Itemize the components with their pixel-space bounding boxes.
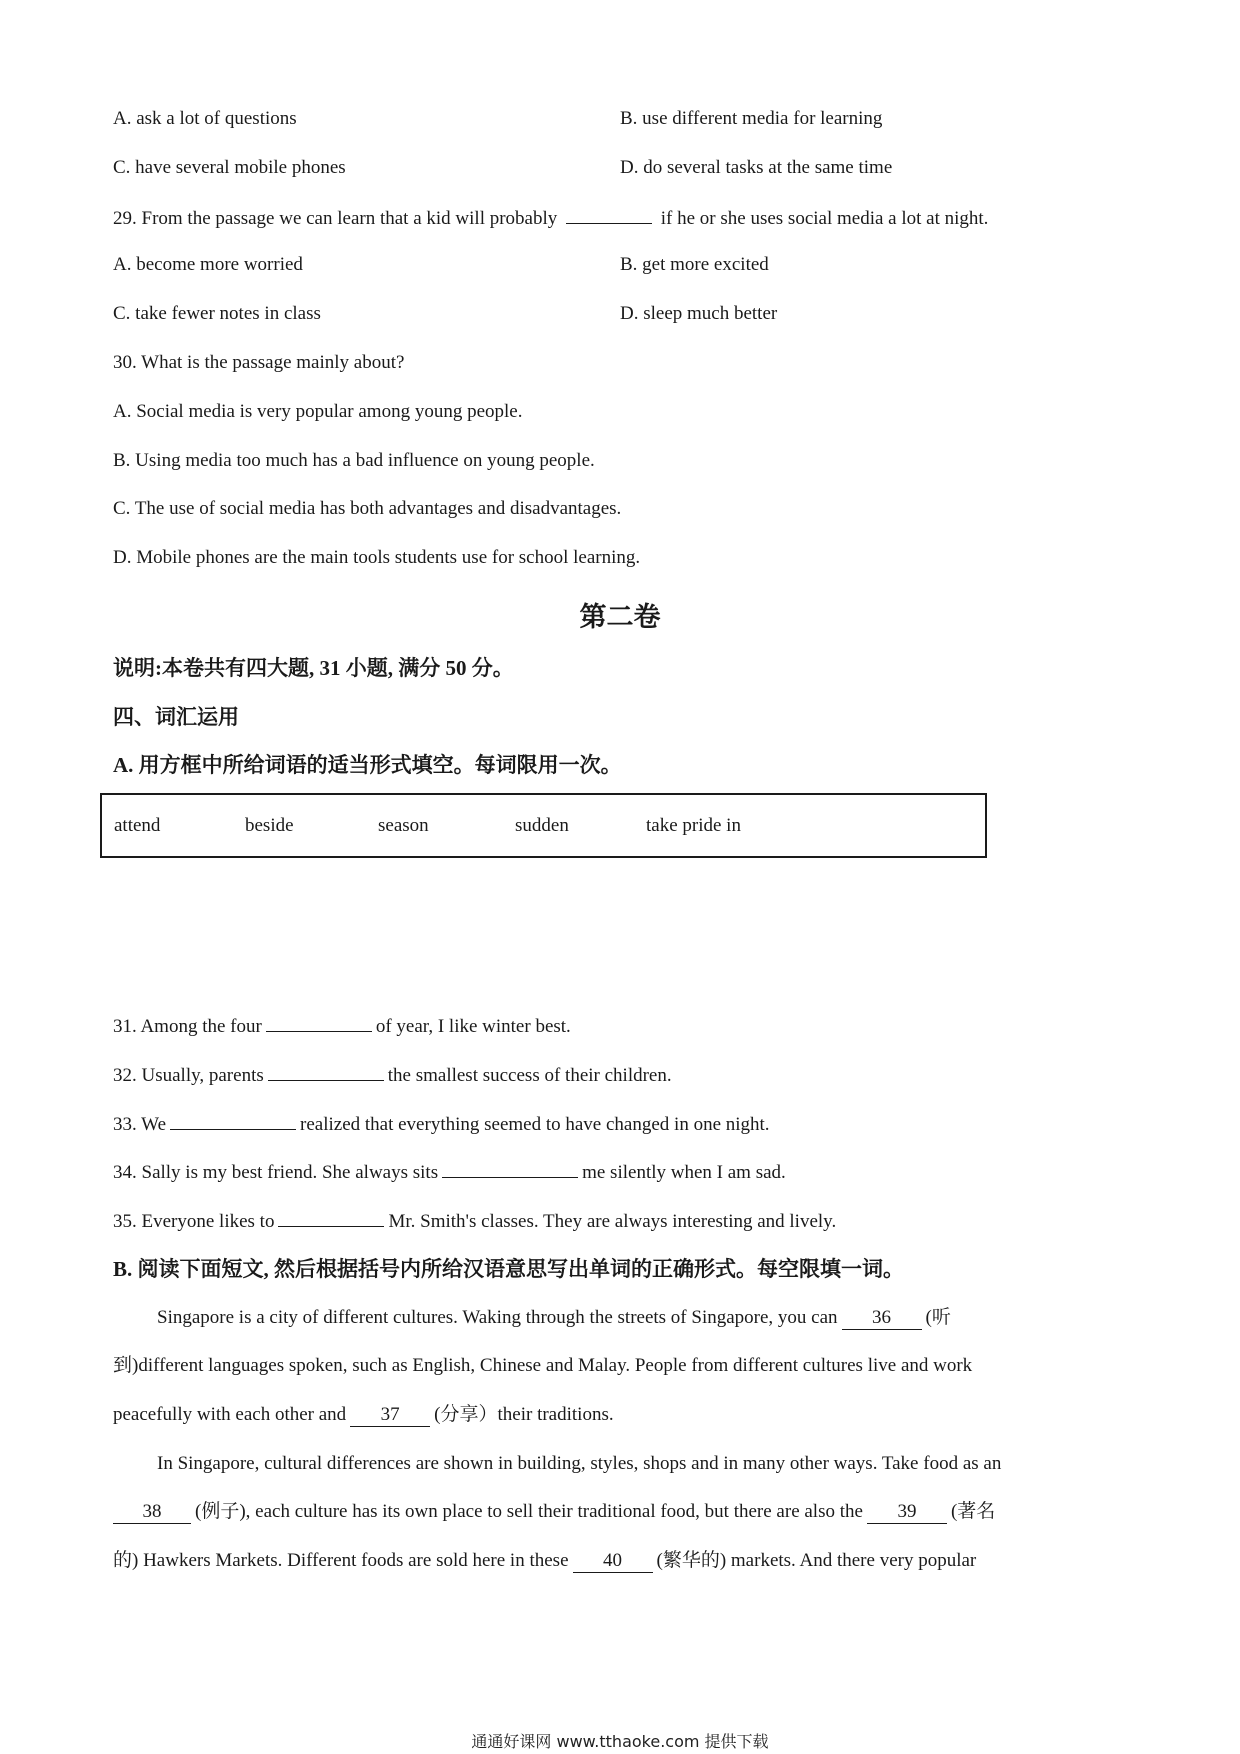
word-item: beside xyxy=(245,815,294,836)
partA-instructions: A. 用方框中所给词语的适当形式填空。每词限用一次。 xyxy=(113,753,622,777)
blank-39[interactable]: 39 xyxy=(867,1501,947,1524)
q28-option-a: A. ask a lot of questions xyxy=(113,108,297,129)
q30-option-d: D. Mobile phones are the main tools students use for school learning. xyxy=(113,547,641,568)
passage-line xyxy=(157,1306,951,1330)
q33-post: realized that everything seemed to have changed in one night. xyxy=(300,1114,770,1135)
q30-stem: 30. What is the passage mainly about? xyxy=(113,352,405,373)
passage-line xyxy=(113,1549,976,1573)
word-item: attend xyxy=(114,815,161,836)
passage-line xyxy=(113,1403,614,1427)
word-box xyxy=(100,793,987,858)
q29-stem-pre: 29. From the passage we can learn that a kid will probably xyxy=(113,208,558,229)
q29-option-d: D. sleep much better xyxy=(620,303,778,324)
q29-option-b: B. get more excited xyxy=(620,254,769,275)
q32 xyxy=(113,1062,672,1088)
q29-option-a: A. become more worried xyxy=(113,254,303,275)
passage-text: (繁华的) markets. And there very popular xyxy=(656,1550,977,1571)
q32-post: the smallest success of their children. xyxy=(387,1065,672,1086)
q35-post: Mr. Smith's classes. They are always interesting and lively. xyxy=(388,1211,837,1232)
q29-stem-post: if he or she uses social media a lot at night. xyxy=(660,208,989,229)
q33-blank[interactable] xyxy=(170,1111,296,1130)
footer-watermark[interactable]: 通通好课网 www.tthaoke.com 提供下载 xyxy=(471,1732,769,1751)
q32-blank[interactable] xyxy=(268,1062,384,1081)
blank-37[interactable]: 37 xyxy=(350,1404,430,1427)
q28-option-d: D. do several tasks at the same time xyxy=(620,157,893,178)
q34 xyxy=(113,1159,786,1185)
blank-40[interactable]: 40 xyxy=(573,1550,653,1573)
q31 xyxy=(113,1013,571,1039)
q29-stem xyxy=(113,205,988,231)
passage-text: peacefully with each other and xyxy=(113,1404,347,1425)
partB-instructions: B. 阅读下面短文, 然后根据括号内所给汉语意思写出单词的正确形式。每空限填一词。 xyxy=(113,1257,905,1281)
section-note: 说明:本卷共有四大题, 31 小题, 满分 50 分。 xyxy=(113,656,514,680)
passage-line: In Singapore, cultural differences are shown in building, styles, shops and in many other ways. Take food as an xyxy=(157,1453,1002,1474)
q35-pre: 35. Everyone likes to xyxy=(113,1211,275,1232)
passage-text: 的) Hawkers Markets. Different foods are sold here in these xyxy=(113,1550,569,1571)
passage-line: 到)different languages spoken, such as English, Chinese and Malay. People from different cultures live and work xyxy=(113,1355,973,1376)
q34-post: me silently when I am sad. xyxy=(582,1162,786,1183)
blank-38[interactable]: 38 xyxy=(113,1501,191,1524)
passage-line xyxy=(113,1500,995,1524)
q31-post: of year, I like winter best. xyxy=(375,1016,571,1037)
part4-heading: 四、词汇运用 xyxy=(113,705,239,729)
passage-text: Singapore is a city of different cultures. Waking through the streets of Singapore, you can xyxy=(157,1307,838,1328)
passage-text: (分享）their traditions. xyxy=(434,1404,614,1425)
q35 xyxy=(113,1208,836,1234)
word-item: season xyxy=(378,815,429,836)
q35-blank[interactable] xyxy=(278,1208,384,1227)
q32-pre: 32. Usually, parents xyxy=(113,1065,264,1086)
q29-option-c: C. take fewer notes in class xyxy=(113,303,321,324)
q33 xyxy=(113,1111,770,1137)
passage-text: (著名 xyxy=(950,1501,996,1522)
q30-option-c: C. The use of social media has both advantages and disadvantages. xyxy=(113,498,622,519)
q30-option-a: A. Social media is very popular among young people. xyxy=(113,401,523,422)
q31-pre: 31. Among the four xyxy=(113,1016,262,1037)
section-title: 第二卷 xyxy=(579,602,661,632)
q31-blank[interactable] xyxy=(266,1013,372,1032)
passage-text: (听 xyxy=(925,1307,951,1328)
q30-option-b: B. Using media too much has a bad influence on young people. xyxy=(113,450,595,471)
word-item: sudden xyxy=(515,815,569,836)
q33-pre: 33. We xyxy=(113,1114,167,1135)
q28-option-c: C. have several mobile phones xyxy=(113,157,346,178)
q34-pre: 34. Sally is my best friend. She always sits xyxy=(113,1162,439,1183)
q34-blank[interactable] xyxy=(442,1159,578,1178)
q28-option-b: B. use different media for learning xyxy=(620,108,883,129)
word-item: take pride in xyxy=(646,815,741,836)
q29-answer-blank[interactable] xyxy=(566,205,652,224)
blank-36[interactable]: 36 xyxy=(842,1307,922,1330)
passage-text: (例子), each culture has its own place to sell their traditional food, but there are also the xyxy=(195,1501,863,1522)
